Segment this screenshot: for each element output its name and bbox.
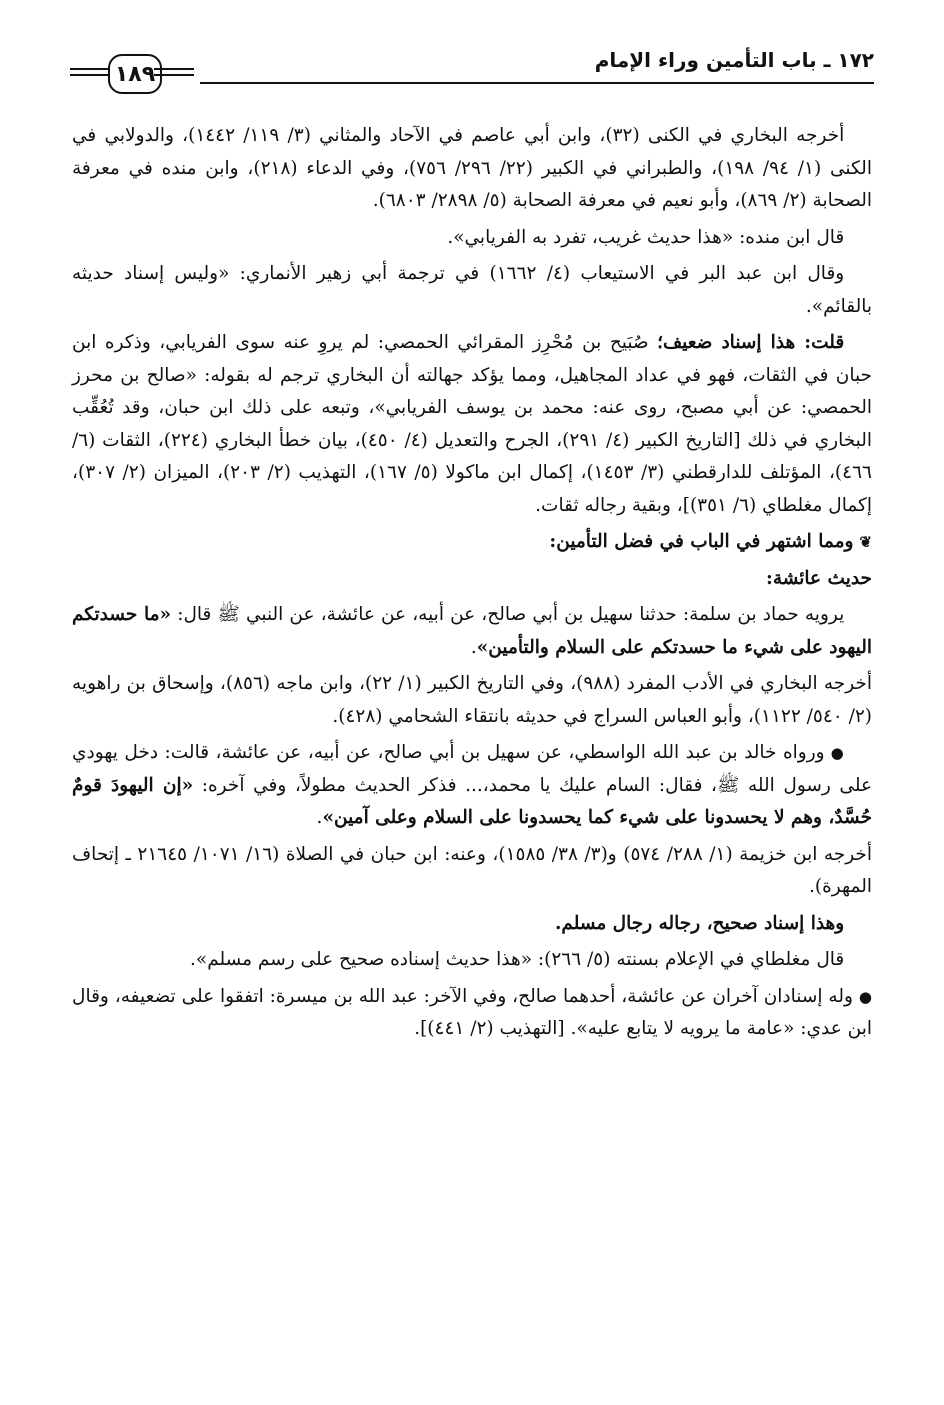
hadith-text-1: «ما حسدتكم اليهود على شيء ما حسدتكم على السلام والتأمين» <box>72 604 872 658</box>
paragraph-mughlatai: قال مغلطاي في الإعلام بسنته (٥/ ٢٦٦): «هذا حديث إسناده صحيح على رسم مسلم». <box>190 949 845 970</box>
paragraph-qultu <box>72 327 872 522</box>
page-body <box>72 120 872 1360</box>
page-header <box>70 42 874 96</box>
paragraph-verdict: وهذا إسناد صحيح، رجاله رجال مسلم. <box>554 912 845 934</box>
section-heading-text: ومما اشتهر في الباب في فضل التأمين: <box>549 531 854 552</box>
page-number-badge <box>108 54 162 94</box>
page-number: ١٨٩ <box>114 61 156 87</box>
hammad-text: يرويه حماد بن سلمة: حدثنا سهيل بن أبي صالح، عن أبيه، عن عائشة، عن النبي ﷺ قال: <box>171 604 845 625</box>
paragraph-takhrij-2: أخرجه البخاري في الأدب المفرد (٩٨٨)، وفي التاريخ الكبير (١/ ٢٢)، وابن ماجه (٨٥٦)، وإسحاق بن راهويه (٢/ ٥٤٠/ ١١٢٢)، وأبو العباس السراج في حديثه بانتقاء الشحامي (٤٢٨). <box>72 673 872 727</box>
qultu-body: صُبَيح بن مُحْرِز المقرائي الحمصي: لم يروِ عنه سوى الفريابي، وذكره ابن حبان في الثقات، فهو في عداد المجاهيل، ومما يؤكد جهالته أن البخاري ترجم له بقوله: «صالح بن محرز الحمصي: عن أبي مصبح، روى عنه: محمد بن يوسف الفريابي»، وتبعه على ذلك ابن حبان، وقد تُعُقِّب البخاري في ذلك [التاريخ الكبير (٤/ ٢٩١)، الجرح والتعديل (٤/ ٤٥٠)، بيان خطأ البخاري (٢٢٤)، الثقات (٦/ ٤٦٦)، المؤتلف للدارقطني (٣/ ١٤٥٣)، إكمال ابن ماكولا (٥/ ١٦٧)، التهذيب (٢/ ٢٠٣)، الميزان (٢/ ٣٠٧)، إكمال مغلطاي (٦/ ٣٥١)]، وبقية رجاله ثقات. <box>72 332 873 516</box>
paragraph-takhrij-3: أخرجه ابن خزيمة (١/ ٢٨٨/ ٥٧٤) و(٣/ ٣٨/ ١٥٨٥)، وعنه: ابن حبان في الصلاة (١٦/ ١٠٧١/ ٢١٦٤٥ ـ إتحاف المهرة). <box>72 843 872 897</box>
subheading-aisha: حديث عائشة: <box>766 567 872 589</box>
header-rule <box>200 82 874 84</box>
paragraph-takhrij-1: أخرجه البخاري في الكنى (٣٢)، وابن أبي عاصم في الآحاد والمثاني (٣/ ١١٩/ ١٤٤٢)، والدولابي في الكنى (١/ ٩٤/ ١٩٨)، والطبراني في الكبير (٢٢/ ٢٩٦/ ٧٥٦)، وفي الدعاء (٢١٨)، وابن منده في معرفة الصحابة (٢/ ٨٦٩)، وأبو نعيم في معرفة الصحابة (٥/ ٢٨٩٨/ ٦٨٠٣). <box>72 125 872 211</box>
khalid-end: . <box>316 807 323 828</box>
fleuron-icon: ❦ <box>859 533 872 551</box>
paragraph-ibn-mandah: قال ابن منده: «هذا حديث غريب، تفرد به الفريابي». <box>447 226 845 248</box>
paragraph-ibn-abd-al-barr: وقال ابن عبد البر في الاستيعاب (٤/ ١٦٦٢) في ترجمة أبي زهير الأنماري: «وليس إسناد حديثه بالقائم». <box>72 263 872 317</box>
section-heading <box>72 526 872 559</box>
running-head: ١٧٢ ـ باب التأمين وراء الإمام <box>594 48 874 72</box>
khalid-text: ورواه خالد بن عبد الله الواسطي، عن سهيل بن أبي صالح، عن أبيه، عن عائشة، قالت: دخل يهودي على رسول الله ﷺ، فقال: السام عليك يا محمد،... فذكر الحديث مطولاً، وفي آخره: <box>72 742 872 796</box>
qultu-lead: قلت: هذا إسناد ضعيف؛ <box>657 332 845 353</box>
paragraph-hammad <box>72 599 872 664</box>
other-isnads-text: وله إسنادان آخران عن عائشة، أحدهما صالح، وفي الآخر: عبد الله بن ميسرة: اتفقوا على تضعيفه، وقال ابن عدي: «عامة ما يرويه لا يتابع عليه». [التهذيب (٢/ ٤٤١)]. <box>72 985 872 1039</box>
paragraph-khalid <box>72 737 872 835</box>
ornament-double-line-left <box>70 66 110 78</box>
bullet-icon: ● <box>858 987 872 1006</box>
hadith-text-2: «إن اليهودَ قومٌ حُسَّدٌ، وهم لا يحسدونا على شيء كما يحسدونا على السلام وعلى آمين» <box>72 774 872 828</box>
hammad-end: . <box>470 636 477 658</box>
paragraph-other-isnads <box>72 981 872 1046</box>
bullet-icon: ● <box>830 744 845 762</box>
